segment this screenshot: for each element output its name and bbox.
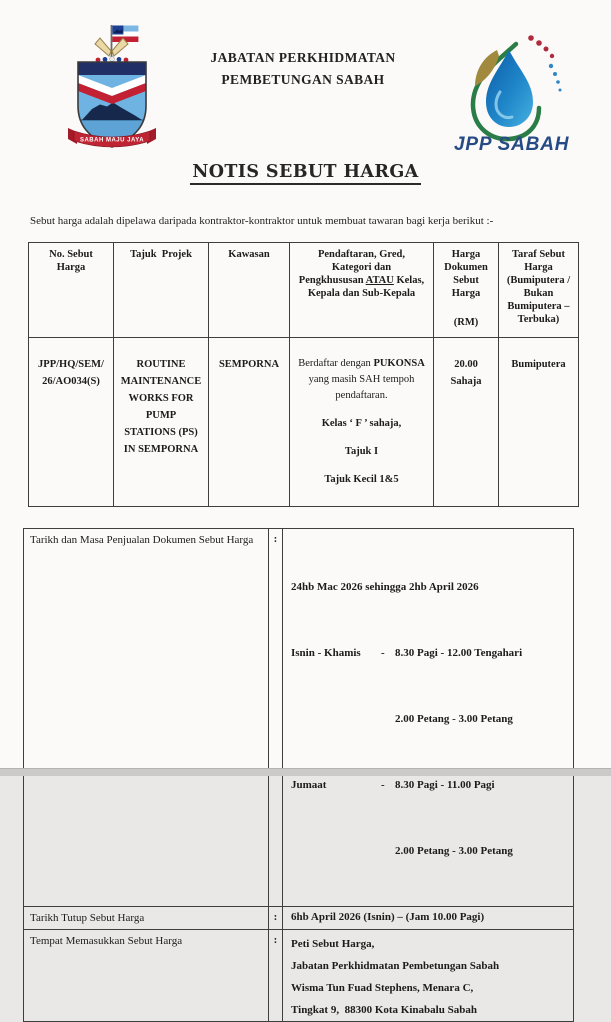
- org-name-line2: PEMBETUNGAN SABAH: [221, 72, 385, 87]
- cell-taraf: Bumiputera: [499, 338, 579, 507]
- cell-pendaftaran-p1: [293, 356, 430, 404]
- value-tempat: Peti Sebut Harga, Jabatan Perkhidmatan Pembetungan Sabah Wisma Tun Fuad Stephens, Menara C, Tingkat 9, 88300 Kota Kinabalu Sabah: [283, 930, 574, 1022]
- cell-harga-dokumen: [434, 338, 499, 507]
- quotation-table-data-row: [29, 338, 579, 507]
- schedule-day-1: Isnin - Khamis: [291, 647, 361, 659]
- colon-penjualan: :: [269, 529, 283, 907]
- intro-text: Sebut harga adalah dipelawa daripada kontraktor-kontraktor untuk membuat tawaran bagi kerja berikut :-: [30, 215, 494, 227]
- cell-harga-text: 20.00 Sahaja: [450, 359, 482, 387]
- pendaftaran-regular-text: Berdaftar dengan: [298, 358, 374, 369]
- quotation-table-header-row: [29, 243, 579, 338]
- cell-kawasan: SEMPORNA: [209, 338, 290, 507]
- schedule-time-2: 2.00 Petang - 3.00 Petang: [395, 713, 513, 725]
- header-tajuk-projek: Tajuk Projek: [114, 243, 209, 338]
- schedule-line-1: [291, 642, 569, 664]
- schedule-line-2: [291, 708, 569, 730]
- header-pendaftaran-line2: Kategori dan: [331, 262, 392, 273]
- schedule-time-1: 8.30 Pagi - 12.00 Tengahari: [395, 647, 523, 659]
- sabah-crest-logo: [64, 20, 160, 152]
- cell-tajuk-text: ROUTINE MAINTENANCE WORKS FOR PUMP STATIONS (PS) IN SEMPORNA: [120, 359, 202, 455]
- row-tempat: [24, 930, 574, 1022]
- schedule-time-3: 8.30 Pagi - 11.00 Pagi: [395, 779, 495, 791]
- title-wrap: [0, 162, 611, 185]
- label-tarikh-tutup: Tarikh Tutup Sebut Harga: [24, 907, 269, 930]
- header-taraf: [499, 243, 579, 338]
- label-tempat: Tempat Memasukkan Sebut Harga: [24, 930, 269, 1022]
- pendaftaran-pukonsa-text: PUKONSA: [373, 358, 425, 369]
- org-name-line1: JABATAN PERKHIDMATAN: [210, 50, 396, 65]
- colon-tarikh-tutup: :: [269, 907, 283, 930]
- pendaftaran-line3: pendaftaran.: [335, 390, 388, 401]
- crest-motto-text: SABAH MAJU JAYA: [79, 137, 145, 144]
- cell-pendaftaran: [290, 338, 434, 507]
- header-harga-rm: (RM): [453, 317, 479, 328]
- schedule-dash-1: -: [381, 647, 385, 659]
- page-title: NOTIS SEBUT HARGA: [190, 162, 420, 185]
- header-no-sebut-harga: [29, 243, 114, 338]
- header-kawasan: Kawasan: [209, 243, 290, 338]
- schedule-line-4: [291, 840, 569, 862]
- value-tarikh-tutup: 6hb April 2026 (Isnin) – (Jam 10.00 Pagi): [283, 907, 574, 930]
- header-pendaftaran-atau: ATAU: [365, 275, 394, 286]
- header-pendaftaran-line1: Pendaftaran, Gred,: [317, 249, 405, 260]
- cell-tajuk-kecil: Tajuk Kecil 1&5: [324, 474, 399, 485]
- schedule-day-3: Jumaat: [291, 779, 327, 791]
- cell-no-text: JPP/HQ/SEM/ 26/AO034(S): [38, 359, 104, 387]
- header-taraf-text: Taraf Sebut Harga (Bumiputera / Bukan Bumiputera – Terbuka): [506, 249, 571, 325]
- cell-no-sebut-harga: [29, 338, 114, 507]
- flagpole-icon: [111, 25, 113, 61]
- cell-kelas-f: Kelas ‘ F ’ sahaja,: [321, 418, 402, 429]
- org-name: [147, 47, 459, 91]
- sabah-flag-icon: [112, 26, 138, 43]
- header-pendaftaran: [290, 243, 434, 338]
- quotation-table: [28, 242, 579, 507]
- header-pendaftaran-line3-post: Kelas,: [393, 275, 425, 286]
- jpp-logo-text: JPP SABAH: [454, 134, 570, 155]
- header-pendaftaran-line4: Kepala dan Sub-Kepala: [307, 288, 416, 299]
- jpp-sabah-logo: [452, 30, 570, 155]
- header-harga-dokumen-text: Harga Dokumen Sebut Harga: [444, 249, 488, 299]
- penjualan-date-range: 24hb Mac 2026 sehingga 2hb April 2026: [291, 581, 479, 593]
- value-tarikh-penjualan: [283, 529, 574, 907]
- schedule-line-3: [291, 774, 569, 796]
- cell-tajuk-projek: [114, 338, 209, 507]
- label-tarikh-penjualan: Tarikh dan Masa Penjualan Dokumen Sebut Harga: [24, 529, 269, 907]
- header-no-sebut-harga-text: No. Sebut Harga: [49, 249, 93, 273]
- row-penjualan: [24, 529, 574, 907]
- schedule-time-4: 2.00 Petang - 3.00 Petang: [395, 845, 513, 857]
- scan-edge-shadow: [0, 768, 611, 776]
- header-harga-dokumen: [434, 243, 499, 338]
- row-tarikh-tutup: [24, 907, 574, 930]
- logo-dots-icon: [528, 35, 561, 91]
- header-pendaftaran-line3-pre: Pengkhususan: [298, 275, 366, 286]
- header-pendaftaran-line3: [292, 274, 431, 287]
- pendaftaran-line2: yang masih SAH tempoh: [308, 374, 415, 385]
- schedule-dash-3: -: [381, 779, 385, 791]
- water-drop-icon: [473, 44, 539, 139]
- colon-tempat: :: [269, 930, 283, 1022]
- cell-tajuk-i: Tajuk I: [344, 446, 379, 457]
